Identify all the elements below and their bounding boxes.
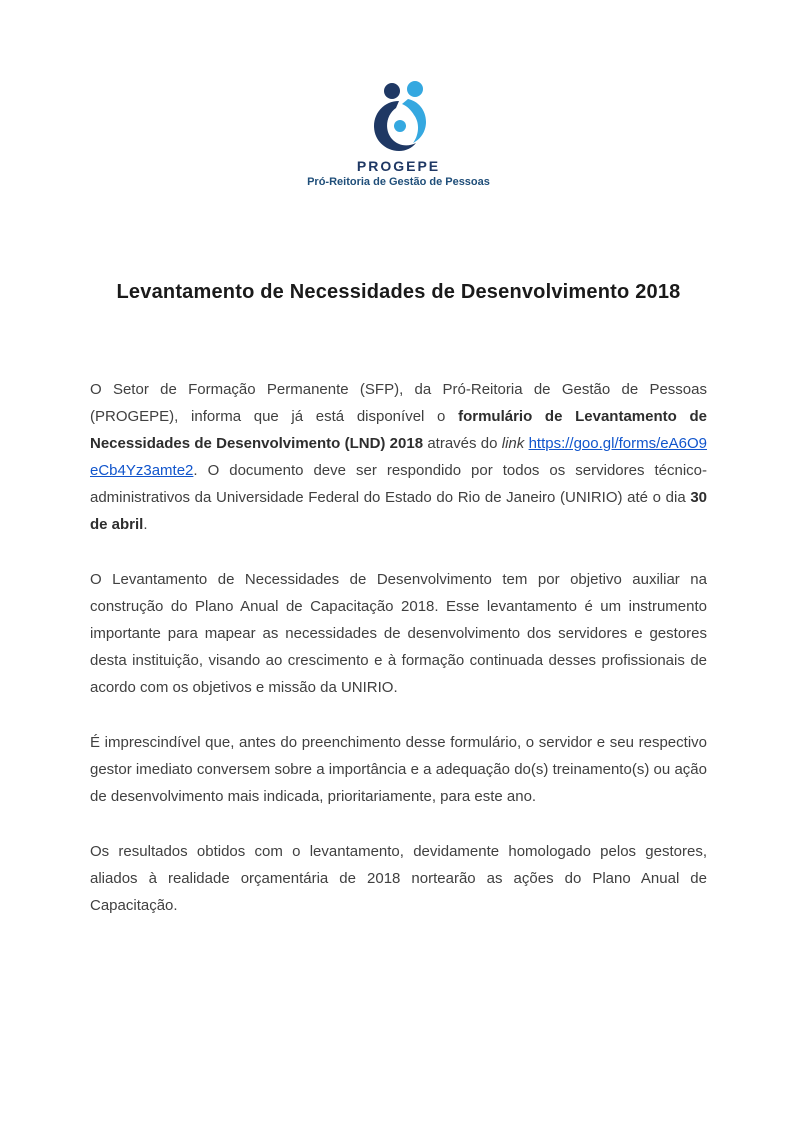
logo-subtitle: Pró-Reitoria de Gestão de Pessoas xyxy=(307,175,490,188)
p1-bold-form-name: formulário de Levantamento de Necessidades de Desenvolvimento (LND) 2018 xyxy=(90,408,707,453)
document-title: Levantamento de Necessidades de Desenvolvimento 2018 xyxy=(116,281,681,304)
p1-mid-text-2: . O documento deve ser respondido por todos os servidores técnico-administrativos da Universidade Federal do Estado do Rio de Janeiro (UNIRIO) até o dia xyxy=(90,462,707,507)
logo-wordmark: PROGEPE xyxy=(356,158,441,174)
p1-italic-link-word: link xyxy=(501,435,525,453)
google-forms-link[interactable]: https://goo.gl/forms/eA6O9eCb4Yz3amte2 xyxy=(90,435,707,480)
paragraph-4: Os resultados obtidos com o levantamento, devidamente homologado pelos gestores, aliados à realidade orçamentária de 2018 nortearão as ações do Plano Anual de Capacitação. xyxy=(90,843,707,915)
p1-end-period: . xyxy=(143,516,148,534)
logo xyxy=(90,78,707,189)
progepe-people-icon xyxy=(356,78,442,156)
paragraph-2: O Levantamento de Necessidades de Desenvolvimento tem por objetivo auxiliar na construção do Plano Anual de Capacitação 2018. Esse levantamento é um instrumento importante para mapear as necessidades de desenvolvimento dos servidores e gestores desta instituição, visando ao crescimento e à formação continuada desses profissionais de acordo com os objetivos e missão da UNIRIO. xyxy=(90,571,707,697)
p1-bold-deadline: 30 de abril xyxy=(90,489,707,534)
paragraph-1 xyxy=(90,376,707,538)
p1-mid-text-1: através do xyxy=(423,435,502,453)
p1-lead-text: O Setor de Formação Permanente (SFP), da Pró-Reitoria de Gestão de Pessoas (PROGEPE), informa que já está disponível o xyxy=(90,381,707,426)
paragraph-3: É imprescindível que, antes do preenchimento desse formulário, o servidor e seu respectivo gestor imediato conversem sobre a importância e a adequação do(s) treinamento(s) ou ação de desenvolvimento mais indicada, prioritariamente, para este ano. xyxy=(90,734,707,806)
